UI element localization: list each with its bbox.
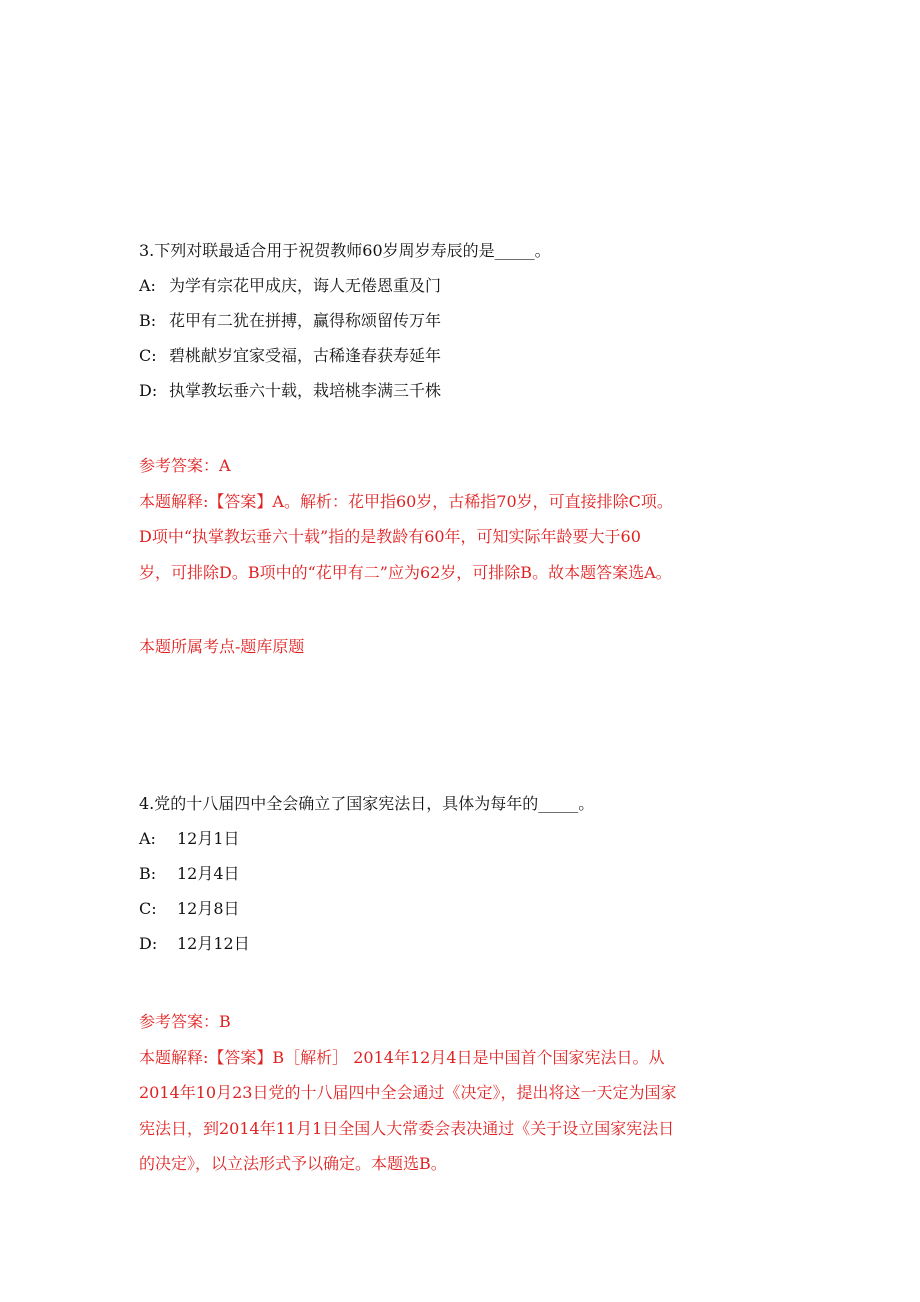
- option-key: C:: [139, 899, 157, 918]
- topic-line: [139, 629, 799, 665]
- option-key: A:: [139, 276, 156, 295]
- answer-section-4: [139, 1004, 799, 1182]
- option-d: [139, 373, 799, 408]
- question-3: [139, 233, 799, 408]
- option-text: 碧桃献岁宜家受福，古稀逢春获寿延年: [169, 346, 442, 365]
- explanation-line: 宪法日，到2014年11月1日全国人大常委会表决通过《关于设立国家宪法日: [139, 1118, 675, 1138]
- option-key: D:: [139, 934, 158, 953]
- explanation-line: 岁，可排除D。B项中的“花甲有二”应为62岁，可排除B。故本题答案选A。: [139, 562, 672, 582]
- option-text: 12月1日: [177, 829, 240, 848]
- question-4-stem: 4.党的十八届四中全会确立了国家宪法日，具体为每年的_____。: [139, 794, 595, 813]
- option-key: B:: [139, 311, 157, 330]
- option-text: 12月8日: [177, 899, 240, 918]
- option-text: 花甲有二犹在拼搏，赢得称颂留传万年: [169, 311, 442, 330]
- answer-label: 参考答案：B: [139, 1012, 231, 1031]
- option-text: 12月12日: [177, 934, 250, 953]
- explanation-line: 本题解释:【答案】B［解析］ 2014年12月4日是中国首个国家宪法日。从: [139, 1047, 665, 1067]
- option-a: [139, 268, 799, 303]
- answer-section-3: [139, 448, 799, 590]
- explanation-line: 的决定》，以立法形式予以确定。本题选B。: [139, 1154, 447, 1173]
- option-b: [139, 856, 799, 891]
- explanation-line: 本题解释:【答案】A。解析：花甲指60岁，古稀指70岁，可直接排除C项。: [139, 491, 673, 511]
- answer-label: 参考答案：A: [139, 456, 231, 475]
- option-text: 12月4日: [177, 864, 240, 883]
- option-c: [139, 338, 799, 373]
- option-key: A:: [139, 829, 156, 848]
- question-4: [139, 786, 799, 961]
- option-key: B:: [139, 864, 157, 883]
- option-b: [139, 303, 799, 338]
- explanation-line: D项中“执掌教坛垂六十载”指的是教龄有60年，可知实际年龄要大于60: [139, 527, 641, 546]
- topic-text: 本题所属考点-题库原题: [139, 637, 305, 656]
- option-a: [139, 821, 799, 856]
- option-c: [139, 891, 799, 926]
- option-d: [139, 926, 799, 961]
- question-3-stem: 3.下列对联最适合用于祝贺教师60岁周岁寿辰的是_____。: [139, 241, 551, 260]
- option-key: D:: [139, 381, 158, 400]
- explanation-line: 2014年10月23日党的十八届四中全会通过《决定》，提出将这一天定为国家: [139, 1083, 677, 1102]
- option-text: 为学有宗花甲成庆，诲人无倦恩重及门: [169, 276, 442, 295]
- option-text: 执掌教坛垂六十载，栽培桃李满三千株: [169, 381, 442, 400]
- option-key: C:: [139, 346, 157, 365]
